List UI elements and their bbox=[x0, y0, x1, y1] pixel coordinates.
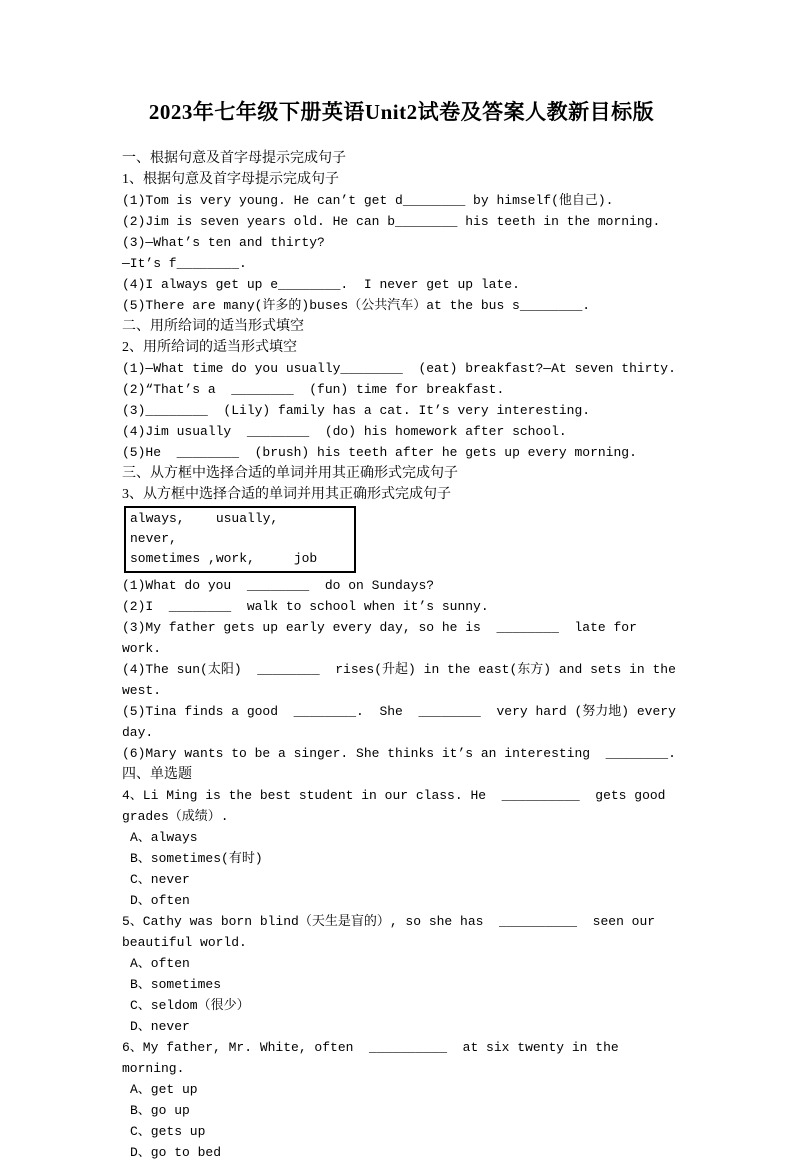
text-line: (4)Jim usually ________ (do) his homework after school. bbox=[122, 424, 567, 439]
option-line: A、always bbox=[130, 830, 198, 845]
section-heading: 二、用所给词的适当形式填空 bbox=[122, 319, 304, 334]
option-line: A、get up bbox=[130, 1082, 198, 1097]
page-title: 2023年七年级下册英语Unit2试卷及答案人教新目标版 bbox=[148, 100, 655, 124]
option-line: C、seldom（很少） bbox=[130, 998, 250, 1013]
document-body bbox=[122, 148, 682, 1163]
option-line: D、never bbox=[130, 1019, 190, 1034]
section-heading: 四、单选题 bbox=[122, 767, 192, 782]
text-line: 5、Cathy was born blind（天生是盲的）, so she has __________ seen our beautiful world. bbox=[122, 914, 663, 950]
option-line: B、sometimes bbox=[130, 977, 222, 992]
section-heading: 三、从方框中选择合适的单词并用其正确形式完成句子 bbox=[122, 466, 458, 481]
text-line: (2)I ________ walk to school when it’s sunny. bbox=[122, 599, 489, 614]
word-bank-box bbox=[124, 506, 356, 573]
text-line: 4、Li Ming is the best student in our class. He __________ gets good grades（成绩）. bbox=[122, 788, 674, 824]
text-line: (5)There are many(许多的)buses（公共汽车）at the bus s________. bbox=[122, 298, 591, 313]
section-heading: 1、根据句意及首字母提示完成句子 bbox=[122, 172, 339, 187]
section-heading: 一、根据句意及首字母提示完成句子 bbox=[122, 151, 346, 166]
text-line: (2)“That’s a ________ (fun) time for breakfast. bbox=[122, 382, 505, 397]
word-bank-line: always, usually, never, bbox=[130, 511, 326, 546]
text-line: 6、My father, Mr. White, often __________ at six twenty in the morning. bbox=[122, 1040, 627, 1076]
option-line: B、go up bbox=[130, 1103, 190, 1118]
text-line: (2)Jim is seven years old. He can b________ his teeth in the morning. bbox=[122, 214, 661, 229]
option-line: D、often bbox=[130, 893, 190, 908]
option-line: C、gets up bbox=[130, 1124, 206, 1139]
text-line: (1)What do you ________ do on Sundays? bbox=[122, 578, 435, 593]
text-line: (5)He ________ (brush) his teeth after he gets up every morning. bbox=[122, 445, 637, 460]
text-line: —It’s f________. bbox=[122, 256, 247, 271]
text-line: (4)I always get up e________. I never get up late. bbox=[122, 277, 520, 292]
text-line: (3)________ (Lily) family has a cat. It’s very interesting. bbox=[122, 403, 591, 418]
section-heading: 2、用所给词的适当形式填空 bbox=[122, 340, 297, 355]
text-line: (1)—What time do you usually________ (eat) breakfast?—At seven thirty. bbox=[122, 361, 676, 376]
text-line: (3)—What’s ten and thirty? bbox=[122, 235, 325, 250]
option-line: B、sometimes(有时) bbox=[130, 851, 263, 866]
text-line: (3)My father gets up early every day, so he is ________ late for work. bbox=[122, 620, 645, 656]
text-line: (5)Tina finds a good ________. She ________ very hard (努力地) every day. bbox=[122, 704, 684, 740]
section-heading: 3、从方框中选择合适的单词并用其正确形式完成句子 bbox=[122, 487, 451, 502]
text-line: (4)The sun(太阳) ________ rises(升起) in the east(东方) and sets in the west. bbox=[122, 662, 684, 698]
text-line: (1)Tom is very young. He can’t get d________ by himself(他自己). bbox=[122, 193, 614, 208]
option-line: D、go to bed bbox=[130, 1145, 222, 1160]
option-line: A、often bbox=[130, 956, 190, 971]
option-line: C、never bbox=[130, 872, 190, 887]
text-line: (6)Mary wants to be a singer. She thinks it’s an interesting ________. bbox=[122, 746, 676, 761]
word-bank-line: sometimes ,work, job bbox=[130, 551, 318, 566]
